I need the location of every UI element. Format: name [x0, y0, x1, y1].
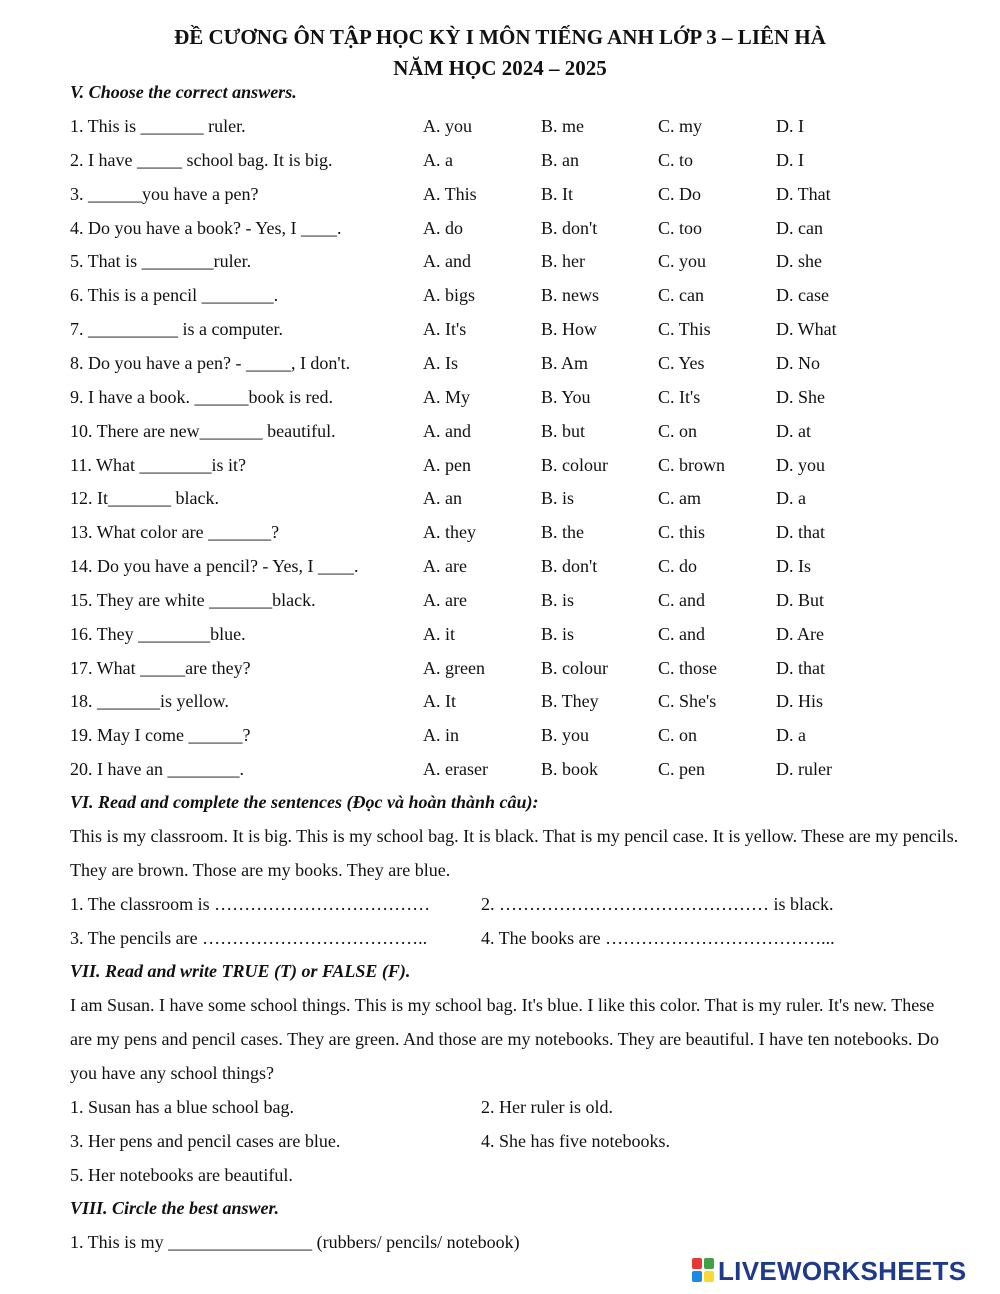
answer-option-b[interactable]: B. is: [541, 623, 575, 644]
answer-option-a[interactable]: A. and: [423, 420, 471, 441]
question-row: [0, 450, 1000, 480]
answer-option-b[interactable]: B. book: [541, 759, 599, 780]
question-text: 5. That is ________ruler.: [70, 251, 252, 272]
question-text: 9. I have a book. ______book is red.: [70, 386, 333, 407]
question-text: 12. It_______ black.: [70, 488, 219, 509]
section-5-heading: V. Choose the correct answers.: [70, 82, 297, 102]
answer-option-b[interactable]: B. Am: [541, 352, 589, 373]
answer-option-a[interactable]: A. are: [423, 556, 467, 577]
answer-option-a[interactable]: A. you: [423, 116, 472, 136]
answer-option-d[interactable]: D. case: [776, 285, 829, 306]
answer-option-a[interactable]: A. it: [423, 623, 456, 644]
answer-option-c[interactable]: C. this: [658, 522, 706, 543]
answer-option-a[interactable]: A. green: [423, 657, 485, 678]
question-text: 18. _______is yellow.: [70, 691, 229, 712]
answer-option-c[interactable]: C. too: [658, 217, 703, 238]
section-7-item-5[interactable]: 5. Her notebooks are beautiful.: [70, 1165, 293, 1185]
liveworksheets-logo-icon: [692, 1258, 716, 1284]
question-row: [0, 145, 1000, 175]
answer-option-d[interactable]: D. No: [776, 352, 820, 373]
answer-option-a[interactable]: A. Is: [423, 352, 458, 373]
answer-option-b[interactable]: B. colour: [541, 454, 608, 475]
question-text: 7. __________ is a computer.: [70, 319, 283, 340]
answer-option-c[interactable]: C. my: [658, 116, 703, 136]
answer-option-a[interactable]: A. and: [423, 251, 471, 272]
answer-option-c[interactable]: C. pen: [658, 759, 705, 780]
answer-option-d[interactable]: D. What: [776, 319, 837, 340]
question-text: 11. What ________is it?: [70, 454, 246, 475]
section-6-item-4[interactable]: 4. The books are ………………………………...: [481, 928, 835, 948]
answer-option-a[interactable]: A. in: [423, 725, 459, 746]
answer-option-d[interactable]: D. That: [776, 183, 831, 204]
answer-option-b[interactable]: B. don't: [541, 556, 598, 577]
section-8-item-1[interactable]: 1. This is my ________________ (rubbers/ pencils/ notebook): [70, 1232, 520, 1252]
answer-option-c[interactable]: C. and: [658, 623, 705, 644]
question-row: [0, 483, 1000, 513]
answer-option-c[interactable]: C. Do: [658, 183, 702, 204]
question-row: [0, 686, 1000, 716]
question-text: 4. Do you have a book? - Yes, I ____.: [70, 217, 342, 238]
answer-option-b[interactable]: B. is: [541, 488, 575, 509]
answer-option-c[interactable]: C. She's: [658, 691, 717, 712]
answer-option-b[interactable]: B. They: [541, 691, 599, 712]
answer-option-d[interactable]: D. His: [776, 691, 824, 712]
answer-option-c[interactable]: C. am: [658, 488, 701, 509]
answer-option-b[interactable]: B. an: [541, 149, 579, 170]
title-line-2: NĂM HỌC 2024 – 2025: [393, 56, 607, 80]
answer-option-c[interactable]: C. This: [658, 319, 711, 340]
answer-option-d[interactable]: D. I: [776, 116, 804, 136]
section-7-row-1: [0, 1092, 1000, 1122]
question-text: 3. ______you have a pen?: [70, 183, 259, 204]
liveworksheets-logo[interactable]: [692, 1255, 966, 1287]
answer-option-c[interactable]: C. on: [658, 420, 698, 441]
answer-option-a[interactable]: A. bigs: [423, 285, 476, 306]
section-6-row-2: [0, 923, 1000, 953]
section-7-row-2: [0, 1126, 1000, 1156]
answer-option-d[interactable]: D. that: [776, 657, 825, 678]
answer-option-c[interactable]: C. can: [658, 285, 704, 306]
section-8-heading: VIII. Circle the best answer.: [70, 1198, 280, 1218]
question-row: [0, 551, 1000, 581]
question-text: 19. May I come ______?: [70, 725, 251, 746]
answer-option-b[interactable]: B. It: [541, 183, 574, 204]
question-row: [0, 246, 1000, 276]
answer-option-d[interactable]: D. She: [776, 386, 825, 407]
answer-option-c[interactable]: C. do: [658, 556, 698, 577]
answer-option-a[interactable]: A. pen: [423, 454, 471, 475]
answer-option-c[interactable]: C. to: [658, 149, 694, 170]
answer-option-b[interactable]: B. colour: [541, 657, 608, 678]
answer-option-c[interactable]: C. brown: [658, 454, 725, 475]
answer-option-d[interactable]: D. she: [776, 251, 822, 272]
question-text: 6. This is a pencil ________.: [70, 285, 279, 306]
answer-option-a[interactable]: A. It: [423, 691, 456, 712]
answer-option-b[interactable]: B. don't: [541, 217, 598, 238]
answer-option-a[interactable]: A. My: [423, 386, 471, 407]
question-row: [0, 619, 1000, 649]
answer-option-a[interactable]: A. This: [423, 183, 477, 204]
question-row: [0, 720, 1000, 750]
answer-option-a[interactable]: A. a: [423, 149, 453, 170]
question-text: 20. I have an ________.: [70, 759, 244, 780]
answer-option-a[interactable]: A. eraser: [423, 759, 488, 780]
section-7-item-3[interactable]: 3. Her pens and pencil cases are blue.: [70, 1131, 341, 1151]
question-row: [0, 382, 1000, 412]
answer-option-d[interactable]: D. that: [776, 522, 825, 543]
question-text: 1. This is _______ ruler.: [70, 116, 246, 136]
answer-option-c[interactable]: C. and: [658, 589, 705, 610]
question-row: [0, 754, 1000, 784]
answer-option-d[interactable]: D. Is: [776, 556, 811, 577]
section-6-item-1[interactable]: 1. The classroom is ………………………………: [70, 894, 431, 914]
question-text: 15. They are white _______black.: [70, 589, 316, 610]
section-6-heading: VI. Read and complete the sentences (Đọc và hoàn thành câu):: [70, 792, 539, 812]
answer-option-d[interactable]: D. at: [776, 420, 811, 441]
question-row: [0, 179, 1000, 209]
answer-option-c[interactable]: C. Yes: [658, 352, 705, 373]
question-text: 14. Do you have a pencil? - Yes, I ____.: [70, 556, 359, 577]
answer-option-b[interactable]: B. How: [541, 319, 598, 340]
question-row: [0, 517, 1000, 547]
section-7-item-4[interactable]: 4. She has five notebooks.: [481, 1131, 670, 1151]
question-row: [0, 653, 1000, 683]
answer-option-b[interactable]: B. news: [541, 285, 599, 306]
section-7-item-1[interactable]: 1. Susan has a blue school bag.: [70, 1097, 294, 1117]
question-text: 13. What color are _______?: [70, 522, 280, 543]
answer-option-b[interactable]: B. is: [541, 589, 575, 610]
answer-option-d[interactable]: D. ruler: [776, 759, 832, 780]
question-row: [0, 111, 1000, 141]
section-7-heading: VII. Read and write TRUE (T) or FALSE (F).: [70, 961, 411, 981]
answer-option-d[interactable]: D. can: [776, 217, 823, 238]
question-row: [0, 280, 1000, 310]
answer-option-c[interactable]: C. on: [658, 725, 698, 746]
section-7-passage: I am Susan. I have some school things. This is my school bag. It's blue. I like this color. That is my ruler. It's new. These are my pens and pencil cases. They are green. And those are my notebooks. They are beautiful. I have ten notebooks. Do you have any school things?: [70, 995, 940, 1083]
answer-option-c[interactable]: C. those: [658, 657, 718, 678]
answer-option-d[interactable]: D. But: [776, 589, 825, 610]
answer-option-a[interactable]: A. are: [423, 589, 467, 610]
section-6-item-3[interactable]: 3. The pencils are ………………………………..: [70, 928, 428, 948]
question-row: [0, 416, 1000, 446]
answer-option-a[interactable]: A. It's: [423, 319, 467, 340]
answer-option-d[interactable]: D. I: [776, 149, 804, 170]
question-row: [0, 585, 1000, 615]
question-text: 10. There are new_______ beautiful.: [70, 420, 336, 441]
question-text: 17. What _____are they?: [70, 657, 251, 678]
question-row: [0, 213, 1000, 243]
answer-option-a[interactable]: A. do: [423, 217, 463, 238]
answer-option-a[interactable]: A. an: [423, 488, 462, 509]
answer-option-d[interactable]: D. a: [776, 488, 806, 509]
question-text: 8. Do you have a pen? - _____, I don't.: [70, 352, 351, 373]
answer-option-b[interactable]: B. her: [541, 251, 585, 272]
title-line-1: ĐỀ CƯƠNG ÔN TẬP HỌC KỲ I MÔN TIẾNG ANH LỚP 3 – LIÊN HÀ: [174, 25, 826, 49]
answer-option-c[interactable]: C. It's: [658, 386, 701, 407]
answer-option-b[interactable]: B. You: [541, 386, 591, 407]
answer-option-c[interactable]: C. you: [658, 251, 707, 272]
section-7-item-2[interactable]: 2. Her ruler is old.: [481, 1097, 613, 1117]
answer-option-d[interactable]: D. Are: [776, 623, 824, 644]
answer-option-d[interactable]: D. you: [776, 454, 825, 475]
answer-option-b[interactable]: B. the: [541, 522, 584, 543]
liveworksheets-logo-text: LIVEWORKSHEETS: [718, 1255, 967, 1286]
answer-option-b[interactable]: B. you: [541, 725, 590, 746]
section-6-row-1: [0, 889, 1000, 919]
answer-option-b[interactable]: B. but: [541, 420, 586, 441]
question-row: [0, 348, 1000, 378]
question-text: 16. They ________blue.: [70, 623, 246, 644]
section-6-item-2[interactable]: 2. ……………………………………… is black.: [481, 894, 834, 914]
answer-option-b[interactable]: B. me: [541, 116, 584, 136]
section-6-passage: This is my classroom. It is big. This is my school bag. It is black. That is my pencil case. It is yellow. These are my pencils. They are brown. Those are my books. They are blue.: [70, 826, 959, 880]
answer-option-d[interactable]: D. a: [776, 725, 806, 746]
question-text: 2. I have _____ school bag. It is big.: [70, 149, 333, 170]
question-row: [0, 314, 1000, 344]
answer-option-a[interactable]: A. they: [423, 522, 476, 543]
